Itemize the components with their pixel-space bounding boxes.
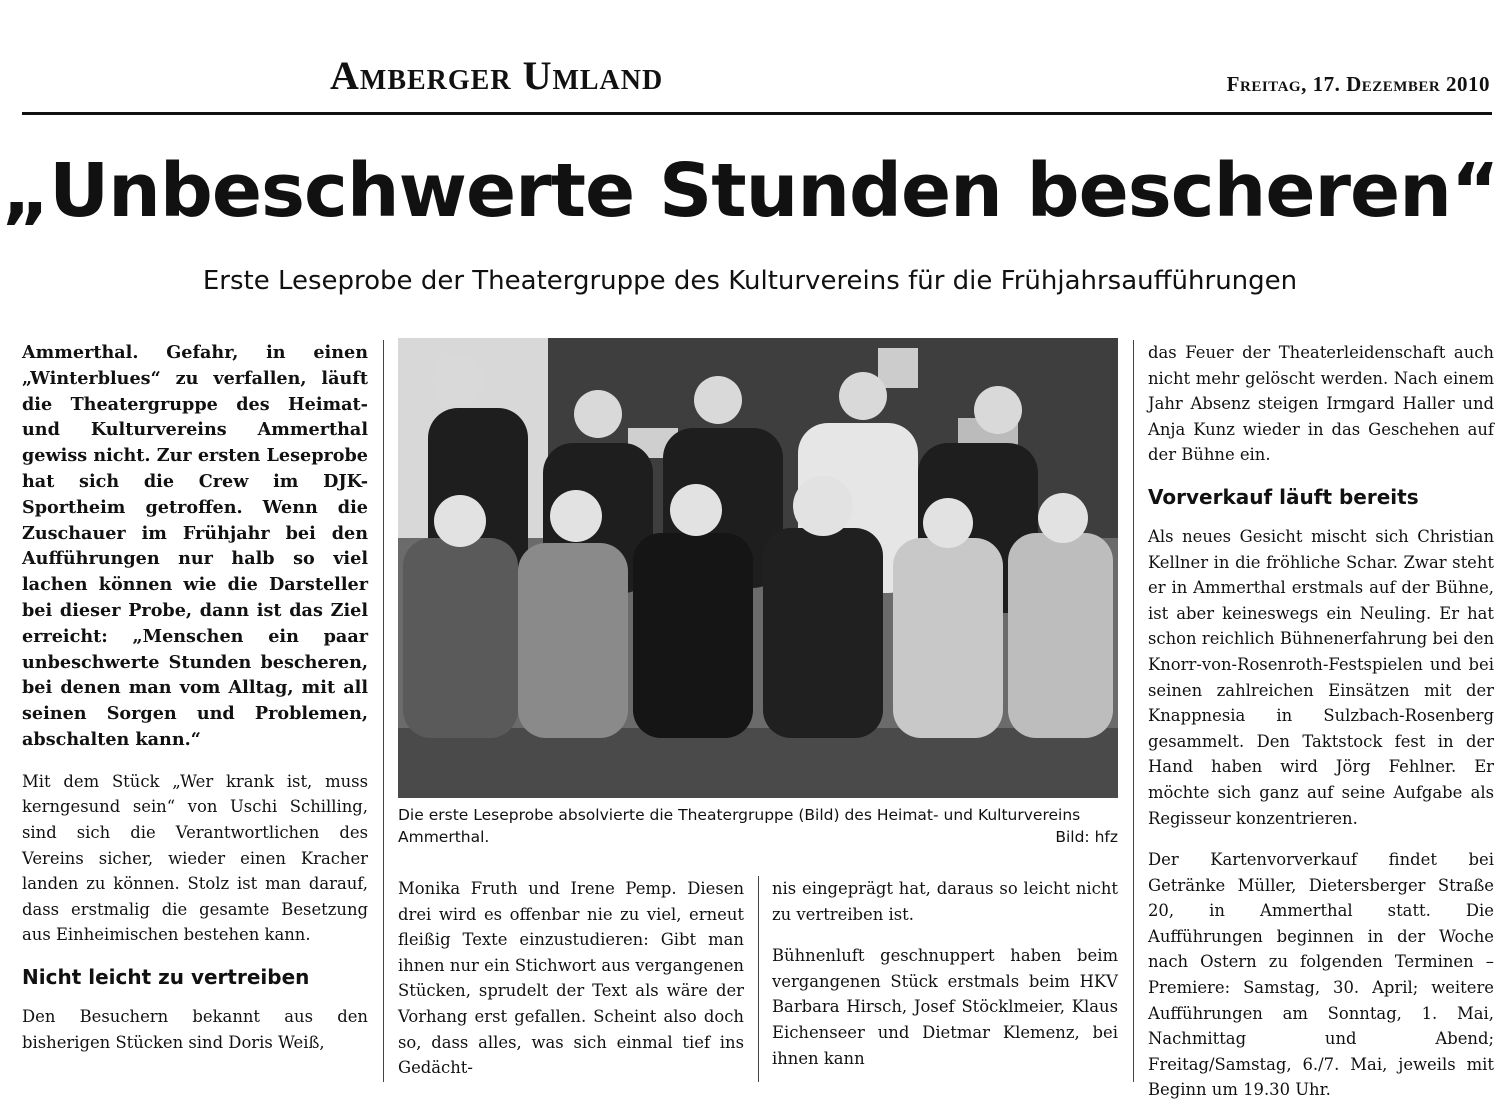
column-3 (772, 876, 1118, 1087)
column-divider (1133, 340, 1134, 1082)
issue-date: Freitag, 17. Dezember 2010 (1226, 72, 1490, 96)
photo-credit: Bild: hfz (1055, 828, 1118, 846)
paragraph-2: Den Besuchern bekannt aus den bisherigen Stücken sind Doris Weiß, (22, 1006, 368, 1052)
column-4-text-2: Als neues Gesicht mischt sich Christian Kellner in die fröhliche Schar. Zwar steht er in Ammerthal erstmals auf der Bühne, ist aber keineswegs ein Neuling. Er hat schon reichlich Bühnenerfahrung bei den Knorr-von-Rosenroth-Festspielen und bei seinen zahlreichen Einsätzen mit der Knappnesia in Sulzbach-Rosenberg gesammelt. Den Taktstock fest in der Hand haben wird Jörg Fehlner. Er möchte sich ganz auf seine Aufgabe als Regisseur konzentrieren. (1148, 526, 1494, 828)
subheading-2: Vorverkauf läuft bereits (1148, 484, 1419, 509)
section-title: Amberger Umland (330, 53, 664, 98)
column-1 (22, 340, 368, 1071)
column-divider (383, 340, 384, 1082)
header-rule (22, 112, 1492, 115)
subheading-1: Nicht leicht zu vertreiben (22, 964, 310, 989)
column-divider (758, 876, 759, 1082)
column-4 (1148, 340, 1494, 1119)
column-4-text-3: Der Kartenvorverkauf findet bei Getränke Müller, Dietersberger Straße 20, in Ammerthal statt. Die Aufführungen beginnen in der Woche nach Ostern zu folgenden Terminen – Premiere: Samstag, 30. April; weitere Aufführungen am Sonntag, 1. Mai, Nachmittag und Abend; Freitag/Samstag, 6./7. Mai, jeweils mit Beginn um 19.30 Uhr. (1148, 850, 1494, 1100)
column-3-text-2: Bühnenluft geschnuppert haben beim vergangenen Stück erstmals beim HKV Barbara Hirsch, Josef Stöcklmeier, Klaus Eichenseer und Dietmar Klemenz, bei ihnen kann (772, 946, 1118, 1068)
headline: „Unbeschwerte Stunden bescheren“ (1, 148, 1499, 234)
photo-caption (398, 804, 1118, 848)
subheadline: Erste Leseprobe der Theatergruppe des Kulturvereins für die Frühjahrsaufführungen (202, 266, 1298, 296)
group-photo (398, 338, 1118, 798)
lead-paragraph: Ammerthal. Gefahr, in einen „Winterblues“ zu verfallen, läuft die Theatergruppe des Heimat- und Kulturvereins Ammerthal gewiss nicht. Zur ersten Leseprobe hat sich die Crew im DJK-Sportheim getroffen. Wenn die Zuschauer im Frühjahr bei den Aufführungen nur halb so viel lachen können wie die Darsteller bei dieser Probe, dann ist das Ziel erreicht: „Menschen ein paar unbeschwerte Stunden bescheren, bei denen man vom Alltag, mit all seinen Sorgen und Problemen, abschalten kann.“ (22, 342, 368, 750)
caption-text: Die erste Leseprobe absolvierte die Theatergruppe (Bild) des Heimat- und Kulturvereins Ammerthal. (398, 806, 1081, 846)
paragraph-1: Mit dem Stück „Wer krank ist, muss kerngesund sein“ von Uschi Schilling, sind sich die Verantwortlichen des Vereins sicher, wieder einen Kracher landen zu können. Stolz ist man darauf, dass erstmalig die gesamte Besetzung aus Einheimischen bestehen kann. (22, 771, 368, 945)
column-2 (398, 876, 744, 1097)
column-3-text-1: nis eingeprägt hat, daraus so leicht nicht zu vertreiben ist. (772, 879, 1118, 924)
group-photo-illustration (398, 338, 1118, 798)
column-4-text-1: das Feuer der Theaterleidenschaft auch nicht mehr gelöscht werden. Nach einem Jahr Absenz steigen Irmgard Haller und Anja Kunz wieder in das Geschehen auf der Bühne ein. (1148, 343, 1494, 465)
column-2-text: Monika Fruth und Irene Pemp. Diesen drei wird es offenbar nie zu viel, erneut fleißig Texte einzustudieren: Gibt man ihnen nur ein Stichwort aus vergangenen Stücken, sprudelt der Text als wäre der Vorhang erst gefallen. Scheint also doch so, dass alles, was sich einmal tief ins Gedächt- (398, 879, 744, 1078)
